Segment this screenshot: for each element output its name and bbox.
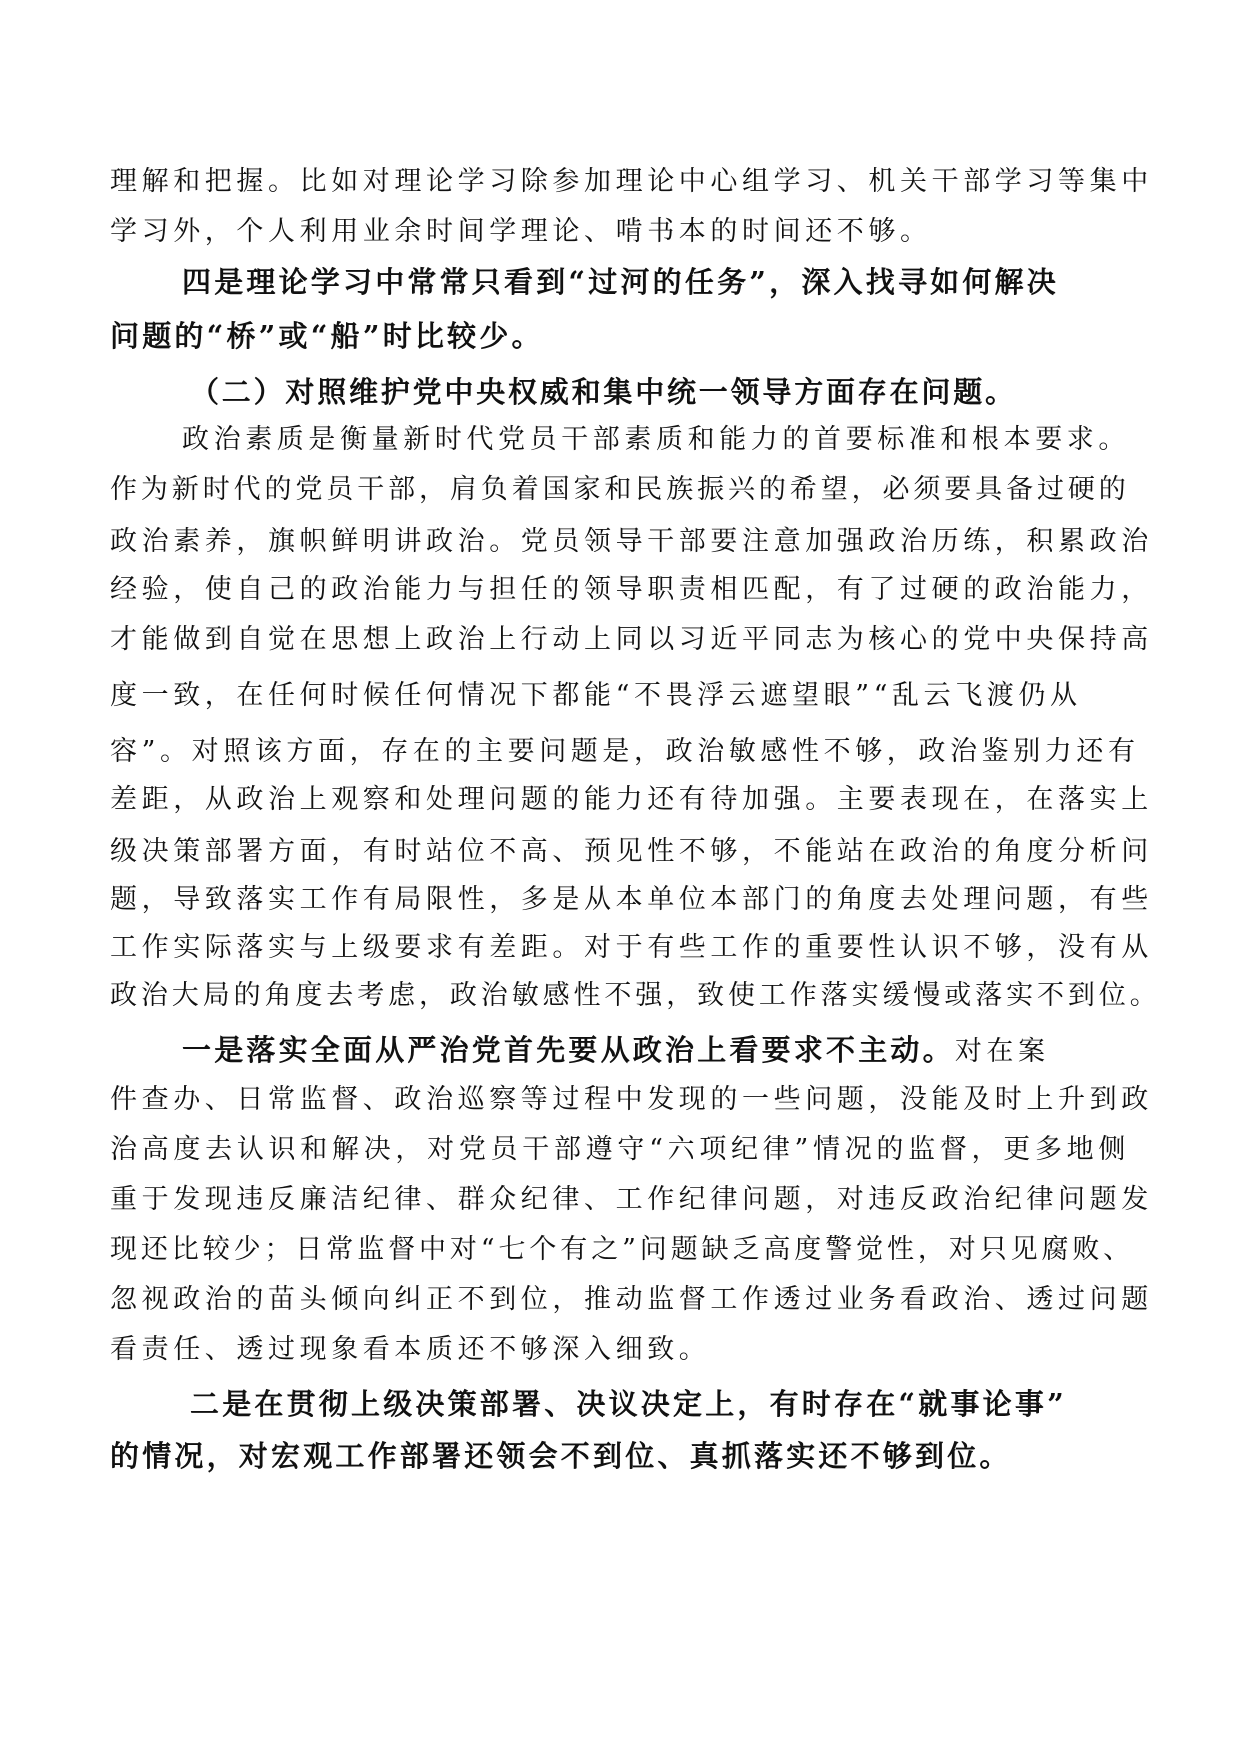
body-text-line: 政治素质是衡量新时代党员干部素质和能力的首要标准和根本要求。 <box>182 424 1130 455</box>
body-text-line: 治高度去认识和解决，对党员干部遵守“六项纪律”情况的监督，更多地侧 <box>110 1134 1130 1165</box>
body-text-fragment: 对在案 <box>954 1036 1050 1067</box>
point-two-heading-line: 的情况，对宏观工作部署还领会不到位、真抓落实还不够到位。 <box>110 1439 1012 1473</box>
body-text-line: 工作实际落实与上级要求有差距。对于有些工作的重要性认识不够，没有从 <box>110 932 1153 963</box>
body-text-line: 忽视政治的苗头倾向纠正不到位，推动监督工作透过业务看政治、透过问题 <box>110 1284 1153 1315</box>
point-two-heading-line: 二是在贯彻上级决策部署、决议决定上，有时存在“就事论事” <box>190 1387 1067 1421</box>
body-text-line: 重于发现违反廉洁纪律、群众纪律、工作纪律问题，对违反政治纪律问题发 <box>110 1184 1153 1215</box>
body-text-line: 理解和把握。比如对理论学习除参加理论中心组学习、机关干部学习等集中 <box>110 166 1153 197</box>
point-one-heading: 一是落实全面从严治党首先要从政治上看要求不主动。 <box>182 1033 955 1067</box>
section-heading: （二）对照维护党中央权威和集中统一领导方面存在问题。 <box>190 375 1017 409</box>
body-text-line: 政治大局的角度去考虑，政治敏感性不强，致使工作落实缓慢或落实不到位。 <box>110 980 1161 1011</box>
body-text-line: 作为新时代的党员干部，肩负着国家和民族振兴的希望，必须要具备过硬的 <box>110 474 1130 505</box>
body-text-line: 经验，使自己的政治能力与担任的领导职责相匹配，有了过硬的政治能力， <box>110 574 1153 605</box>
body-text-line: 容”。对照该方面，存在的主要问题是，政治敏感性不够，政治鉴别力还有 <box>110 736 1140 767</box>
body-text-line: 件查办、日常监督、政治巡察等过程中发现的一些问题，没能及时上升到政 <box>110 1084 1153 1115</box>
body-text-line: 现还比较少；日常监督中对“七个有之”问题缺乏高度警觉性，对只见腐败、 <box>110 1234 1135 1265</box>
body-text-line: 政治素养，旗帜鲜明讲政治。党员领导干部要注意加强政治历练，积累政治 <box>110 526 1153 557</box>
body-text-line: 题，导致落实工作有局限性，多是从本单位本部门的角度去处理问题，有些 <box>110 884 1153 915</box>
body-text-line: 级决策部署方面，有时站位不高、预见性不够，不能站在政治的角度分析问 <box>110 836 1153 867</box>
body-text-line: 度一致，在任何时候任何情况下都能“不畏浮云遮望眼”“乱云飞渡仍从 <box>110 680 1082 711</box>
point-four-heading-line: 问题的“桥”或“船”时比较少。 <box>110 319 544 353</box>
point-four-heading-line: 四是理论学习中常常只看到“过河的任务”，深入找寻如何解决 <box>182 265 1059 299</box>
body-text-line: 学习外，个人利用业余时间学理论、啃书本的时间还不够。 <box>110 216 932 247</box>
point-one-paragraph-line <box>182 1030 1130 1072</box>
body-text-line: 看责任、透过现象看本质还不够深入细致。 <box>110 1334 711 1365</box>
body-text-line: 差距，从政治上观察和处理问题的能力还有待加强。主要表现在，在落实上 <box>110 784 1153 815</box>
body-text-line: 才能做到自觉在思想上政治上行动上同以习近平同志为核心的党中央保持高 <box>110 624 1153 655</box>
